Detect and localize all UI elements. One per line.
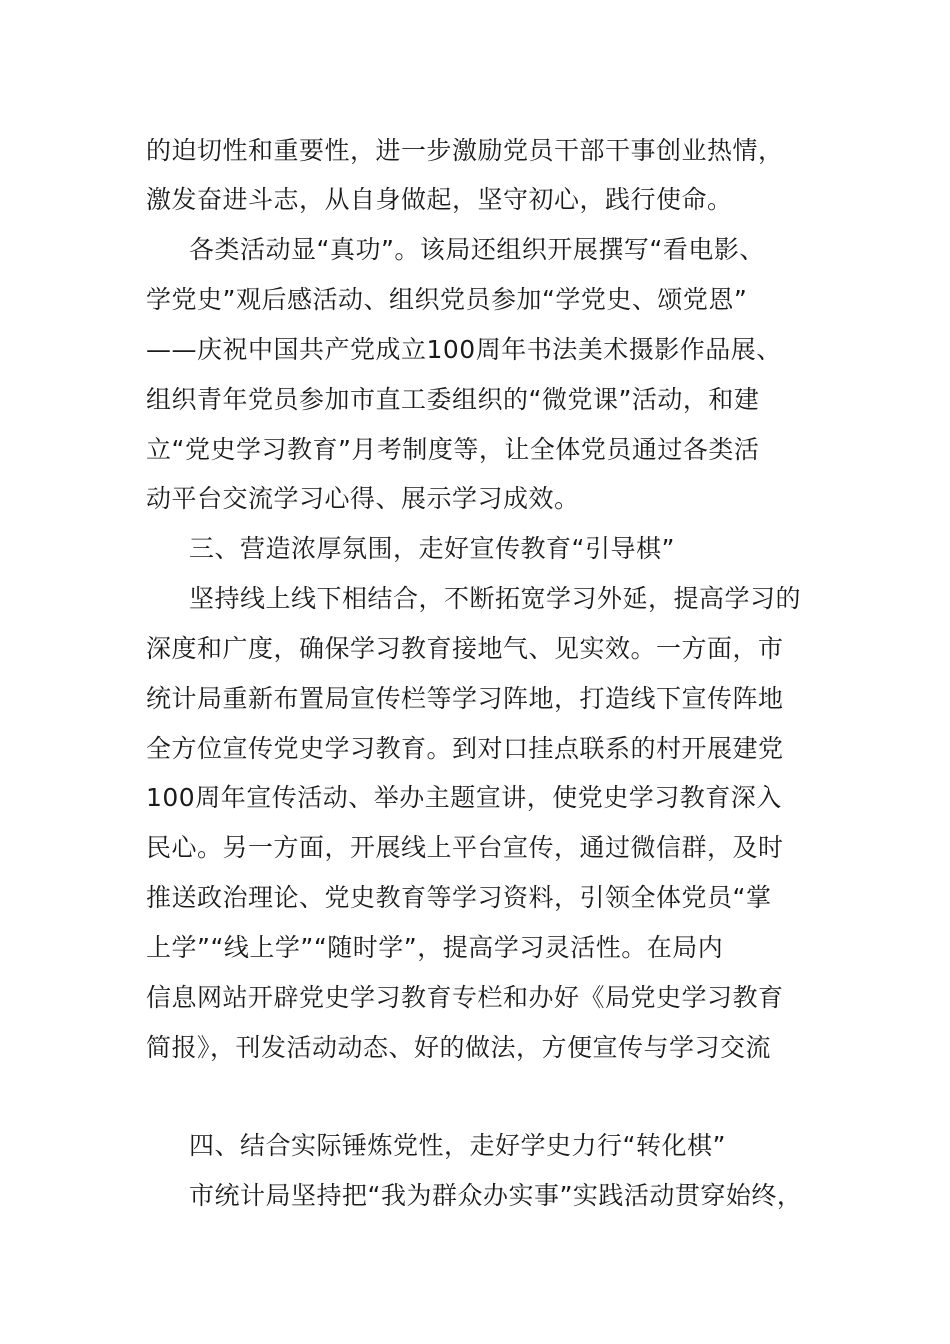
- body-text-line: 动平台交流学习心得、展示学习成效。: [146, 484, 580, 513]
- paragraph-start-line: 市统计局坚持把“我为群众办实事”实践活动贯穿始终，: [189, 1181, 803, 1210]
- section-heading-4: 四、结合实际锤炼党性，走好学史力行“转化棋”: [189, 1131, 726, 1160]
- body-text-line: 100周年宣传活动、举办主题宣讲，使党史学习教育深入: [146, 783, 782, 812]
- body-text-line: 激发奋进斗志，从自身做起，坚守初心，践行使命。: [146, 185, 733, 214]
- body-text-line: 深度和广度，确保学习教育接地气、见实效。一方面，市: [146, 634, 784, 663]
- body-text-line: 上学”“线上学”“随时学”，提高学习灵活性。在局内: [146, 933, 724, 962]
- body-text-line: 学党史”观后感活动、组织党员参加“学党史、颂党恩”: [146, 285, 748, 314]
- body-text-line: 组织青年党员参加市直工委组织的“微党课”活动，和建: [146, 385, 760, 414]
- body-text-line: 立“党史学习教育”月考制度等，让全体党员通过各类活: [146, 435, 760, 464]
- body-text-line: 信息网站开辟党史学习教育专栏和办好《局党史学习教育: [146, 983, 784, 1012]
- body-text-line: 民心。另一方面，开展线上平台宣传，通过微信群，及时: [146, 833, 784, 862]
- section-heading-3: 三、营造浓厚氛围，走好宣传教育“引导棋”: [189, 534, 675, 563]
- body-text-line: ——庆祝中国共产党成立100周年书法美术摄影作品展、: [146, 335, 782, 364]
- paragraph-start-line: 各类活动显“真功”。该局还组织开展撰写“看电影、: [189, 235, 765, 264]
- body-text-line: 简报》，刊发活动动态、好的做法，方便宣传与学习交流: [146, 1033, 772, 1062]
- paragraph-start-line: 坚持线上线下相结合，不断拓宽学习外延，提高学习的: [189, 584, 802, 613]
- body-text-line: 的迫切性和重要性，进一步激励党员干部干事创业热情，: [146, 136, 784, 165]
- body-text-line: 统计局重新布置局宣传栏等学习阵地，打造线下宣传阵地: [146, 684, 784, 713]
- body-text-line: 推送政治理论、党史教育等学习资料，引领全体党员“掌: [146, 883, 772, 912]
- body-text-line: 全方位宣传党史学习教育。到对口挂点联系的村开展建党: [146, 734, 784, 763]
